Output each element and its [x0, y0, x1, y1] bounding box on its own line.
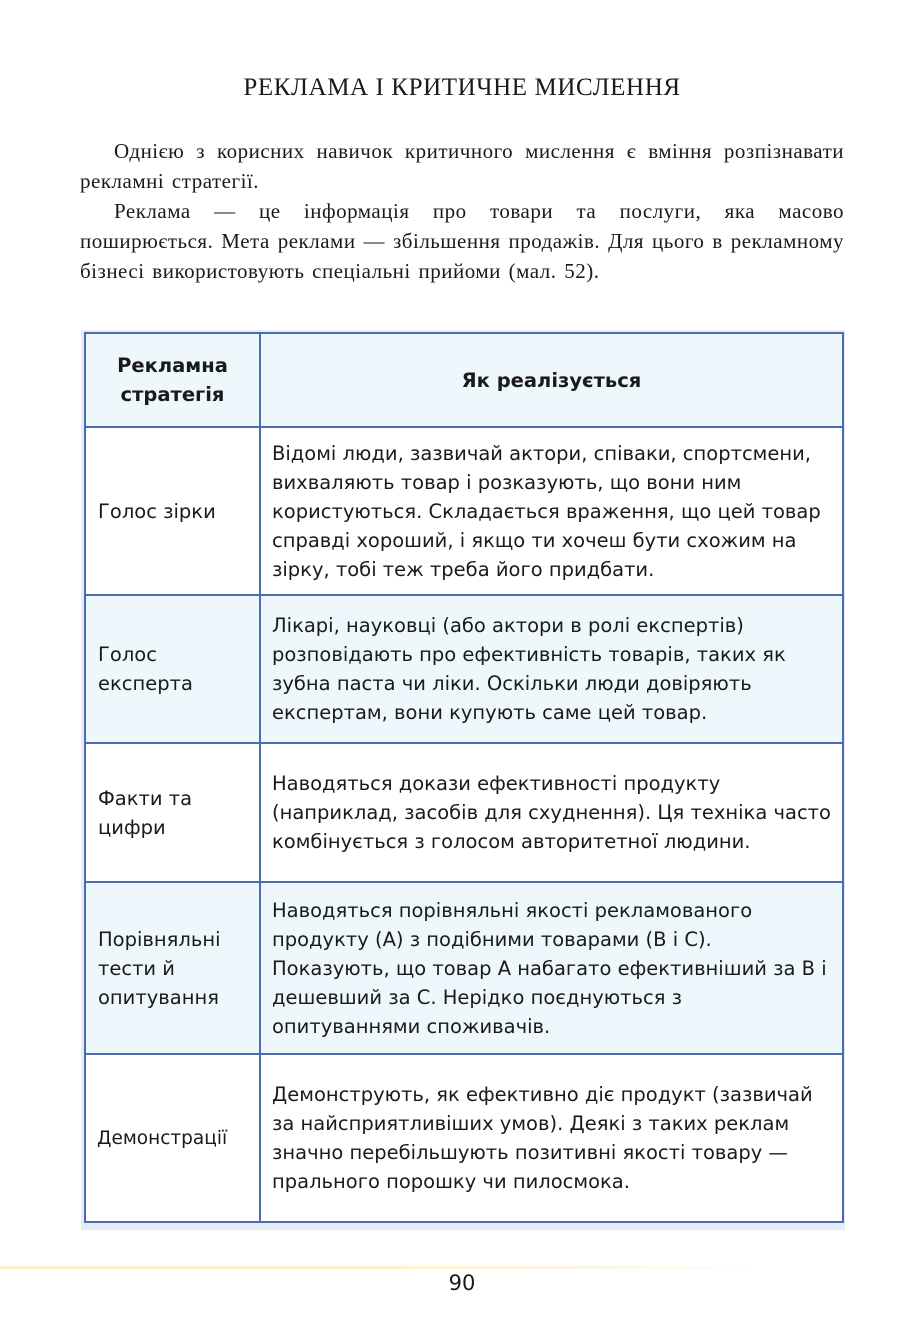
strategy-cell [85, 595, 260, 743]
strategy-cell [85, 1054, 260, 1222]
header-implementation-label: Як реалізується [461, 368, 642, 392]
strategy-cell [85, 427, 260, 595]
description-cell [260, 1054, 843, 1222]
intro-paragraph: Однією з корисних навичок критичного мислення є вміння розпізнавати рекламні стратегії. [80, 139, 844, 193]
strategies-table [84, 332, 844, 1223]
table-row [85, 427, 843, 595]
page-number: 90 [448, 1271, 476, 1295]
description-cell [260, 743, 843, 882]
description-text: Демонструють, як ефективно діє продукт (зазвичай за найсприятливіших умов). Деякі з таких реклам значно перебільшують позитивні якості товару — прального порошку чи пилосмока. [272, 1083, 813, 1193]
description-text: Наводяться порівняльні якості рекламованого продукту (А) з подібними товарами (В і С). Показують, що товар А набагато ефективніший за В і дешевший за С. Нерідко поєднуються з опитуваннями споживачів. [272, 898, 827, 1038]
description-text: Наводяться докази ефективності продукту (наприклад, засобів для схуднення). Ця техніка часто комбінується з голосом авторитетної людини. [272, 772, 831, 853]
description-cell [260, 427, 843, 595]
description-text: Лікарі, науковці (або актори в ролі експертів) розповідають про ефективність товарів, таких як зубна паста чи ліки. Оскільки люди довіряють експертам, вони купують саме цей товар. [272, 614, 786, 724]
description-cell [260, 882, 843, 1054]
description-cell [260, 595, 843, 743]
page-title: РЕКЛАМА І КРИТИЧНЕ МИСЛЕННЯ [243, 74, 681, 101]
strategy-label: Голос експерта [98, 643, 193, 695]
strategies-table-frame [81, 330, 845, 1230]
strategy-label: Факти та цифри [98, 786, 193, 839]
intro-text [80, 136, 844, 286]
header-implementation [260, 333, 843, 427]
header-strategy-label: Рекламна стратегія [117, 354, 228, 406]
table-row [85, 595, 843, 743]
intro-paragraph: Реклама — це інформація про товари та послуги, яка масово поширюється. Мета реклами — збільшення продажів. Для цього в рекламному бізнесі використовують спеціальні прийоми (мал. 52). [80, 199, 844, 283]
footer-divider [0, 1266, 924, 1269]
strategy-label: Голос зірки [98, 499, 216, 523]
table-header-row [85, 333, 843, 427]
strategy-cell [85, 743, 260, 882]
table-row [85, 1054, 843, 1222]
description-text: Відомі люди, зазвичай актори, співаки, спортсмени, вихваляють товар і розказують, що вони ним користуються. Складається враження, що цей товар справді хороший, і якщо ти хочеш бути схожим на зірку, тобі теж треба його придбати. [272, 441, 821, 581]
table-row [85, 743, 843, 882]
header-strategy [85, 333, 260, 427]
strategy-label: Демонстрації [97, 1127, 228, 1149]
strategy-cell [85, 882, 260, 1054]
strategy-label: Порівняльні тести й опитування [98, 927, 221, 1009]
table-row [85, 882, 843, 1054]
